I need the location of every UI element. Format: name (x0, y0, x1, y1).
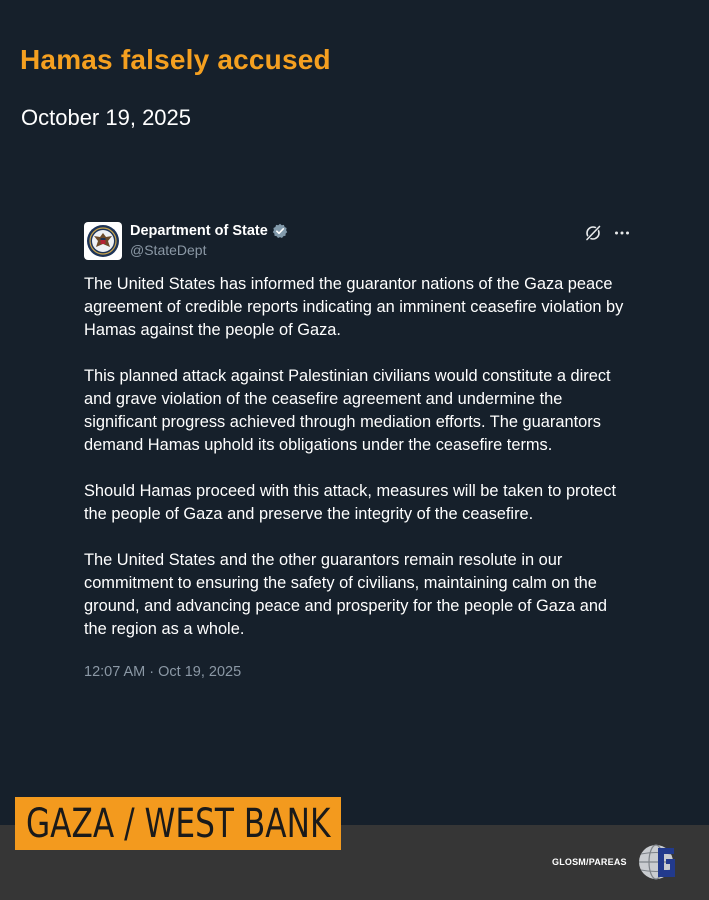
post-header (84, 220, 644, 262)
more-options-icon[interactable] (614, 225, 630, 241)
post-paragraph: This planned attack against Palestinian civilians would constitute a direct and grave violation of the ceasefire agreement and undermine the significant progress achieved through mediation efforts. The guarantors demand Hamas uphold its obligations under the ceasefire terms. (84, 367, 611, 454)
headline: Hamas falsely accused (20, 44, 331, 75)
avatar[interactable] (84, 222, 122, 260)
post-actions (584, 224, 630, 242)
post-timestamp[interactable]: 12:07 AM · Oct 19, 2025 (84, 664, 242, 680)
post-paragraph: Should Hamas proceed with this attack, measures will be taken to protect the people of Gaza and preserve the integrity of the ceasefire. (84, 482, 617, 523)
author-name-row[interactable] (130, 223, 288, 239)
state-department-seal-icon (86, 224, 120, 258)
section-tag-label: GAZA / WEST BANK (25, 800, 331, 847)
verified-badge-icon (272, 223, 288, 239)
dateline: October 19, 2025 (21, 105, 192, 130)
credit-label: GLOSM/PAREAS (552, 857, 627, 867)
author-name[interactable]: Department of State (130, 223, 268, 239)
globe-logo-icon (636, 842, 678, 882)
author-block (130, 223, 288, 258)
section-tag (15, 797, 341, 850)
post-paragraph: The United States and the other guarantors remain resolute in our commitment to ensuring the safety of civilians, maintaining calm on the ground, and advancing peace and prosperity for the people of Gaza and the region as a whole. (84, 551, 608, 638)
author-handle[interactable]: @StateDept (130, 242, 207, 258)
embedded-post (84, 220, 644, 680)
post-paragraph: The United States has informed the guarantor nations of the Gaza peace agreement of credible reports indicating an imminent ceasefire violation by Hamas against the people of Gaza. (84, 275, 624, 339)
post-body (84, 273, 629, 641)
grok-icon[interactable] (584, 224, 602, 242)
